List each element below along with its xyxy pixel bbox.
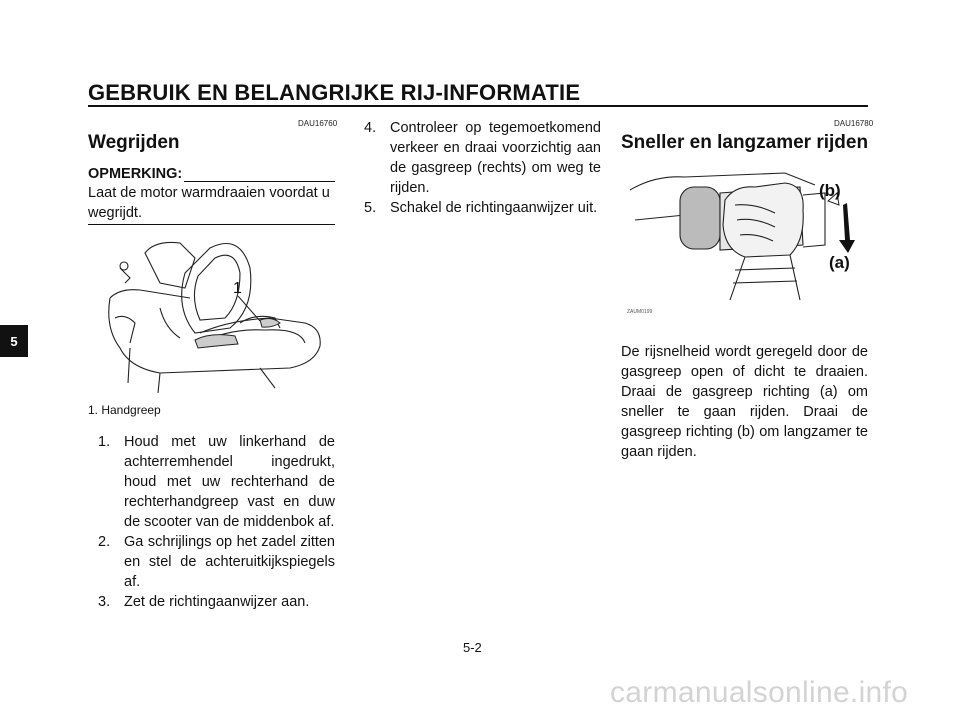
list-item: 1. Houd met uw linkerhand de achterremhendel ingedrukt, houd met uw rechterhand de rechterhandgreep vast en duw de scooter van de middenbok af. (98, 434, 335, 530)
figure-code: ZAUM0199 (627, 309, 653, 315)
list-item: 5. Schakel de richtingaanwijzer uit. (364, 200, 598, 216)
list-item: 4. Controleer op tegemoetkomend verkeer en draai voorzichtig aan de gasgreep (rechts) om weg te rijden. (364, 120, 601, 196)
section-code: DAU16780 (834, 119, 874, 128)
throttle-figure (625, 165, 860, 315)
scooter-figure (100, 228, 330, 398)
chapter-tab: 5 (0, 325, 28, 357)
section-title: Wegrijden (88, 132, 180, 153)
steps-list-middle (364, 118, 601, 218)
label-a: (a) (829, 253, 850, 272)
section-code: DAU16760 (298, 119, 338, 128)
list-item: 3. Zet de richtingaanwijzer aan. (98, 594, 310, 610)
note-text: Laat de motor warmdraaien voordat u wegrijdt. (88, 185, 330, 221)
page-number: 5-2 (463, 640, 482, 655)
note-end-rule (88, 224, 335, 225)
page-header-title: GEBRUIK EN BELANGRIJKE RIJ-INFORMATIE (88, 80, 581, 105)
steps-list-left (98, 432, 335, 612)
section-title: Sneller en langzamer rijden (621, 132, 869, 153)
watermark: carmanualsonline.info (610, 676, 909, 709)
speed-control-text: De rijsnelheid wordt geregeld door de gasgreep open of dicht te draaien. Draai de gasgreep richting (a) om sneller te gaan rijden. Draai de gasgreep richting (b) om langzamer te gaan rijden. (621, 344, 868, 460)
figure-callout: 1 (233, 280, 242, 297)
figure-caption: 1. Handgreep (88, 403, 161, 417)
header-rule (88, 105, 868, 107)
note-label: OPMERKING: (88, 166, 183, 182)
label-b: (b) (819, 181, 841, 200)
list-item: 2. Ga schrijlings op het zadel zitten en stel de achteruitkijkspiegels af. (98, 534, 335, 590)
scooter-illustration (100, 228, 330, 398)
note-rule (184, 181, 335, 182)
